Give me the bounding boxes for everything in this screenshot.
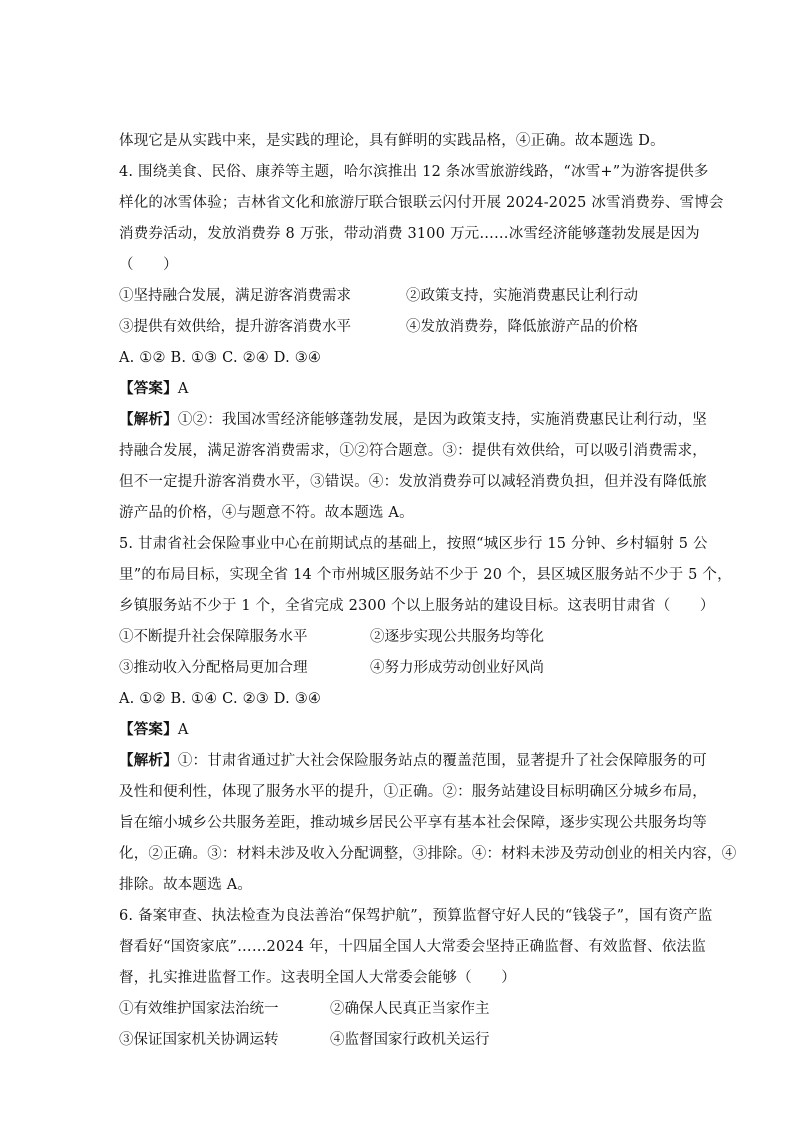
analysis-label: 【解析】	[119, 752, 178, 769]
q6-stem-line-1: 6. 备案审查、执法检查为良法善治“保驾护航”，预算监督守好人民的“钱袋子”，国有资产监	[119, 908, 713, 924]
q6-stem-line-2: 督看好“国资家底”……2024 年，十四届全国人大常委会坚持正确监督、有效监督、依法监	[119, 939, 706, 955]
q5-stem-line-1: 5. 甘肃省社会保险事业中心在前期试点的基础上，按照“城区步行 15 分钟、乡村辐射 5 公	[119, 536, 708, 552]
q4-option-2: ②政策支持，实施消费惠民让利行动	[406, 288, 638, 304]
q4-analysis-line-4: 游产品的价格，④与题意不符。故本题选 A。	[119, 505, 414, 521]
q6-option-2: ②确保人民真正当家作主	[330, 1001, 490, 1017]
q5-choices: A. ①② B. ①④ C. ②③ D. ③④	[119, 691, 322, 707]
q3-analysis-tail: 体现它是从实践中来，是实践的理论，具有鲜明的实践品格，④正确。故本题选 D。	[119, 133, 665, 149]
q5-option-2: ②逐步实现公共服务均等化	[370, 629, 544, 645]
q4-stem-line-3: 消费券活动，发放消费券 8 万张，带动消费 3100 万元……冰雪经济能够蓬勃发展是因为	[119, 226, 700, 242]
q6-option-3: ③保证国家机关协调运转	[119, 1032, 279, 1048]
q5-analysis-line-3: 旨在缩小城乡公共服务差距，推动城乡居民公平享有基本社会保障，逐步实现公共服务均等	[119, 815, 707, 831]
q4-choices: A. ①② B. ①③ C. ②④ D. ③④	[119, 350, 322, 366]
q4-option-3: ③提供有效供给，提升游客消费水平	[119, 319, 351, 335]
q5-analysis-line-4: 化，②正确。③：材料未涉及收入分配调整，③排除。④：材料未涉及劳动创业的相关内容，④	[119, 846, 737, 862]
q4-stem-line-1: 4. 围绕美食、民俗、康养等主题，哈尔滨推出 12 条冰雪旅游线路，“冰雪+”为游客提供多	[119, 164, 709, 180]
q5-analysis-line-5: 排除。故本题选 A。	[119, 877, 253, 893]
q4-analysis-line-1	[119, 410, 708, 430]
q5-option-1: ①不断提升社会保障服务水平	[119, 629, 308, 645]
q5-answer	[119, 720, 679, 740]
q5-option-4: ④努力形成劳动创业好风尚	[370, 660, 544, 676]
q4-analysis-line-3: 但不一定提升游客消费水平，③错误。④：发放消费券可以减轻消费负担，但并没有降低旅	[119, 474, 707, 490]
analysis-label: 【解析】	[119, 411, 178, 428]
q6-option-1: ①有效维护国家法治统一	[119, 1001, 279, 1017]
q4-answer	[119, 379, 679, 399]
q5-option-3: ③推动收入分配格局更加合理	[119, 660, 308, 676]
q4-stem-line-2: 样化的冰雪体验；吉林省文化和旅游厅联合银联云闪付开展 2024-2025 冰雪消费券、雪博会	[119, 195, 724, 211]
q6-option-4: ④监督国家行政机关运行	[330, 1032, 490, 1048]
q5-stem-line-3: 乡镇服务站不少于 1 个，全省完成 2300 个以上服务站的建设目标。这表明甘肃省（ ）	[119, 598, 715, 614]
q4-option-4: ④发放消费券，降低旅游产品的价格	[406, 319, 638, 335]
answer-label: 【答案】	[119, 721, 178, 738]
answer-label: 【答案】	[119, 380, 178, 397]
q4-stem-line-4: （ ）	[119, 257, 178, 273]
q5-analysis-line-1	[119, 751, 708, 771]
answer-value: A	[177, 381, 189, 397]
q5-stem-line-2: 里”的布局目标，实现全省 14 个市州城区服务站不少于 20 个，县区城区服务站不少于 5 个，	[119, 567, 732, 583]
q4-option-1: ①坚持融合发展，满足游客消费需求	[119, 288, 351, 304]
q6-stem-line-3: 督，扎实推进监督工作。这表明全国人大常委会能够（ ）	[119, 970, 516, 986]
q5-analysis-line-2: 及性和便利性，体现了服务水平的提升，①正确。②：服务站建设目标明确区分城乡布局，	[119, 784, 707, 800]
q4-analysis-line-2: 持融合发展，满足游客消费需求，①②符合题意。③：提供有效供给，可以吸引消费需求，	[119, 443, 707, 459]
answer-value: A	[177, 722, 189, 738]
analysis-text: ①：甘肃省通过扩大社会保险服务站点的覆盖范围，显著提升了社会保障服务的可	[177, 753, 708, 769]
analysis-text: ①②：我国冰雪经济能够蓬勃发展，是因为政策支持，实施消费惠民让利行动，坚	[177, 412, 708, 428]
